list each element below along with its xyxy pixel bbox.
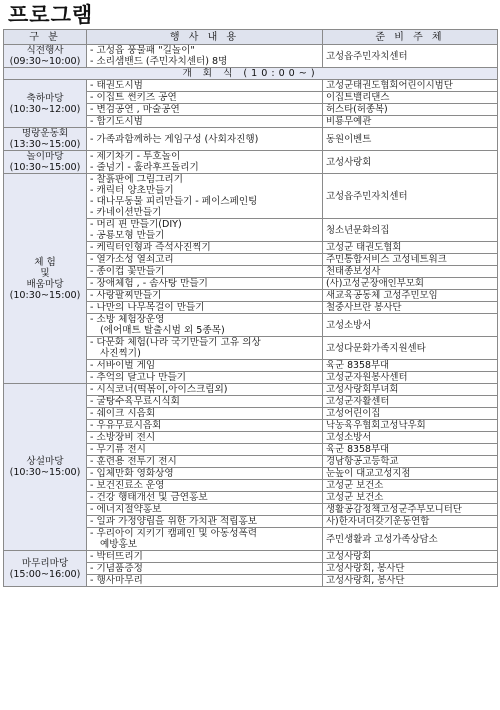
program-host: 경남항공고등학교: [323, 456, 498, 468]
section-time: (10:30~12:00): [9, 103, 81, 115]
program-host: 고성군 태권도협회: [323, 242, 498, 254]
program-content: [87, 128, 323, 151]
section-name: 상설마당: [26, 456, 64, 467]
program-row: [4, 551, 498, 563]
program-content: [87, 384, 323, 396]
program-content: [87, 104, 323, 116]
program-host: 고성사랑회부녀회: [323, 384, 498, 396]
program-item: - 쉐이크 시음회: [90, 408, 156, 419]
program-host: 천태종보성사: [323, 266, 498, 278]
program-content: [87, 242, 323, 254]
program-row: [4, 128, 498, 151]
opening-ceremony-row: [4, 68, 498, 80]
program-content: [87, 80, 323, 92]
program-item: - 우유무료시음회: [90, 420, 162, 431]
section-name: 식전행사: [26, 45, 64, 56]
program-host: 고성군자활센터: [323, 396, 498, 408]
program-host: 고성읍주민자치센터: [323, 174, 498, 219]
section-category: [4, 80, 87, 128]
program-item: - 고성읍 풍물패 "길놀이": [90, 45, 195, 56]
program-item: - 소리샘밴드 (주민자치센터) 8명: [90, 56, 228, 67]
section-name: 배움마당: [26, 278, 64, 290]
program-host: 낙농육우협회고성낙우회: [323, 420, 498, 432]
program-content: [87, 360, 323, 372]
program-content: [87, 372, 323, 384]
section-category: [4, 174, 87, 384]
program-content: [87, 504, 323, 516]
program-host: 눈높이 대교고성지점: [323, 468, 498, 480]
section-name: 놀이마당: [26, 151, 64, 162]
program-host: (사)고성군장애인부모회: [323, 278, 498, 290]
header-content: 행 사 내 용: [87, 30, 323, 45]
program-host: 고성사랑회: [323, 551, 498, 563]
program-host: 육군 8358부대: [323, 444, 498, 456]
program-content: [87, 516, 323, 528]
section-category: [4, 45, 87, 68]
program-host: 고성읍주민자치센터: [323, 45, 498, 68]
program-item: - 찰흙판에 그림그리기: [90, 174, 183, 185]
program-host: 주민통합서비스 고성네트워크: [323, 254, 498, 266]
program-item: - 제기차기 - 투호놀이: [90, 151, 181, 162]
section-name: 마무리마당: [21, 557, 69, 569]
section-time: (09:30~10:00): [9, 56, 81, 67]
program-host: 생활공감정책고성군주부모니터단: [323, 504, 498, 516]
program-content: [87, 174, 323, 219]
program-item: - 변검공연 , 마술공연: [90, 104, 180, 115]
program-item: - 케릭터인형과 즉석사진찍기: [90, 242, 211, 253]
program-item: - 우리아이 지키기 캠페인 및 아동성폭력: [90, 528, 257, 539]
program-content: [87, 528, 323, 551]
program-content: [87, 420, 323, 432]
opening-ceremony-label: 개 회 식 (10:00~): [4, 68, 498, 80]
program-host: 주민생활과 고성가족상담소: [323, 528, 498, 551]
program-item: - 시식코너(떡볶이,아이스크림외): [90, 384, 228, 395]
program-host: 동원이벤트: [323, 128, 498, 151]
program-item: - 다문화 체험(나라 국기만들기 고유 의상: [90, 337, 261, 348]
program-content: [87, 456, 323, 468]
program-item: - 기념품증정: [90, 563, 143, 574]
program-host: 철중사브란 봉사단: [323, 302, 498, 314]
section-category: [4, 128, 87, 151]
program-content: [87, 551, 323, 563]
program-content: [87, 302, 323, 314]
program-host: 고성사랑회, 봉사단: [323, 563, 498, 575]
program-item: - 소방장비 전시: [90, 432, 156, 443]
program-item: - 보건진료소 운영: [90, 480, 165, 491]
program-item: - 가족과함께하는 게임구성 (사회자진행): [90, 133, 259, 145]
program-item: 예방홍보: [100, 539, 138, 550]
program-item: - 훈련용 전투기 전시: [90, 456, 177, 467]
section-category: [4, 551, 87, 587]
program-item: (에어매트 탈출시범 외 5종목): [100, 325, 225, 336]
program-item: - 대나무동물 피리만들기 - 페이스페인팅: [90, 196, 258, 207]
program-item: - 추억의 달고나 만들기: [90, 372, 187, 383]
program-row: [4, 384, 498, 396]
section-name: 체 험: [34, 256, 56, 268]
program-item: - 박터뜨리기: [90, 551, 143, 562]
program-host: 고성군 보건소: [323, 492, 498, 504]
program-host: 고성소방서: [323, 314, 498, 337]
program-content: [87, 432, 323, 444]
section-time: (13:30~15:00): [9, 139, 81, 150]
program-host: 고성사랑회, 봉사단: [323, 575, 498, 587]
program-content: [87, 444, 323, 456]
page-title: 프로그램: [8, 3, 94, 27]
program-item: - 일과 가정양립을 위한 가치관 적립홍보: [90, 516, 257, 527]
program-host: 허스타(허종복): [323, 104, 498, 116]
program-content: [87, 468, 323, 480]
program-row: [4, 174, 498, 219]
program-content: [87, 116, 323, 128]
program-content: [87, 254, 323, 266]
program-item: - 머리 핀 만들기(DIY): [90, 219, 182, 230]
section-category: [4, 151, 87, 174]
section-name: 축하마당: [26, 92, 64, 104]
program-item: - 종이컵 꽃만들기: [90, 266, 165, 277]
program-item: - 사랑팔찌만들기: [90, 290, 162, 301]
program-host: 고성군 보건소: [323, 480, 498, 492]
program-content: [87, 219, 323, 242]
program-row: [4, 45, 498, 68]
program-content: [87, 563, 323, 575]
program-content: [87, 480, 323, 492]
program-content: [87, 266, 323, 278]
program-host: 고성군태권도협회어린이시범단: [323, 80, 498, 92]
program-item: - 공룡모형 만들기: [90, 230, 165, 241]
section-time: (10:30~15:00): [9, 162, 81, 173]
program-content: [87, 290, 323, 302]
program-item: - 캐릭터 양초만들기: [90, 185, 174, 196]
program-item: 사진찍기): [100, 348, 141, 359]
program-host: 이집트밸리댄스: [323, 92, 498, 104]
program-content: [87, 278, 323, 290]
header-category: 구 분: [4, 30, 87, 45]
program-host: 고성소방서: [323, 432, 498, 444]
program-content: [87, 314, 323, 337]
program-item: - 소방 체험장운영: [90, 314, 165, 325]
program-host: 새교육공동체 고성주민모임: [323, 290, 498, 302]
program-item: - 서바이벌 게임: [90, 360, 156, 371]
section-name: 명랑운동회: [21, 128, 69, 139]
program-content: [87, 575, 323, 587]
section-name: 및: [40, 267, 50, 279]
program-host: 사)한자녀더갖기운동연합: [323, 516, 498, 528]
program-content: [87, 151, 323, 174]
program-host: 비룡무예관: [323, 116, 498, 128]
program-item: - 입체만화 영화상영: [90, 468, 174, 479]
program-content: [87, 337, 323, 360]
header-host: 준 비 주 체: [323, 30, 498, 45]
program-item: - 카네이션만들기: [90, 207, 162, 218]
program-item: - 합기도시범: [90, 116, 143, 127]
program-item: - 굴탕수육무료시식회: [90, 396, 180, 407]
program-host: 고성군자원봉사센터: [323, 372, 498, 384]
program-item: - 장애체험 , - 솜사탕 만들기: [90, 278, 208, 289]
section-time: (10:30~15:00): [9, 289, 81, 301]
program-item: - 이집트 썬키즈 공연: [90, 92, 177, 103]
program-item: - 행사마무리: [90, 575, 143, 586]
program-content: [87, 492, 323, 504]
program-item: - 건강 행태개선 및 금연홍보: [90, 492, 208, 503]
program-host: 육군 8358부대: [323, 360, 498, 372]
program-content: [87, 396, 323, 408]
program-host: 고성다문화가족지원센타: [323, 337, 498, 360]
program-content: [87, 408, 323, 420]
program-item: - 열가소성 열쇠고리: [90, 254, 174, 265]
program-table: [3, 29, 498, 587]
program-item: - 무기류 전시: [90, 444, 146, 455]
program-row: [4, 151, 498, 174]
section-category: [4, 384, 87, 551]
program-item: - 에너지절약홍보: [90, 504, 162, 515]
program-content: [87, 45, 323, 68]
program-row: [4, 80, 498, 92]
program-item: - 태권도시범: [90, 80, 143, 91]
program-content: [87, 92, 323, 104]
program-host: 청소년문화의집: [323, 219, 498, 242]
section-time: (15:00~16:00): [9, 568, 81, 580]
table-header-row: [4, 30, 498, 45]
program-item: - 줄넘기 - 훌라후프돌리기: [90, 162, 199, 173]
program-host: 고성어린이집: [323, 408, 498, 420]
section-time: (10:30~15:00): [9, 467, 81, 478]
program-host: 고성사랑회: [323, 151, 498, 174]
program-item: - 나만의 나무목걸이 만들기: [90, 302, 205, 313]
